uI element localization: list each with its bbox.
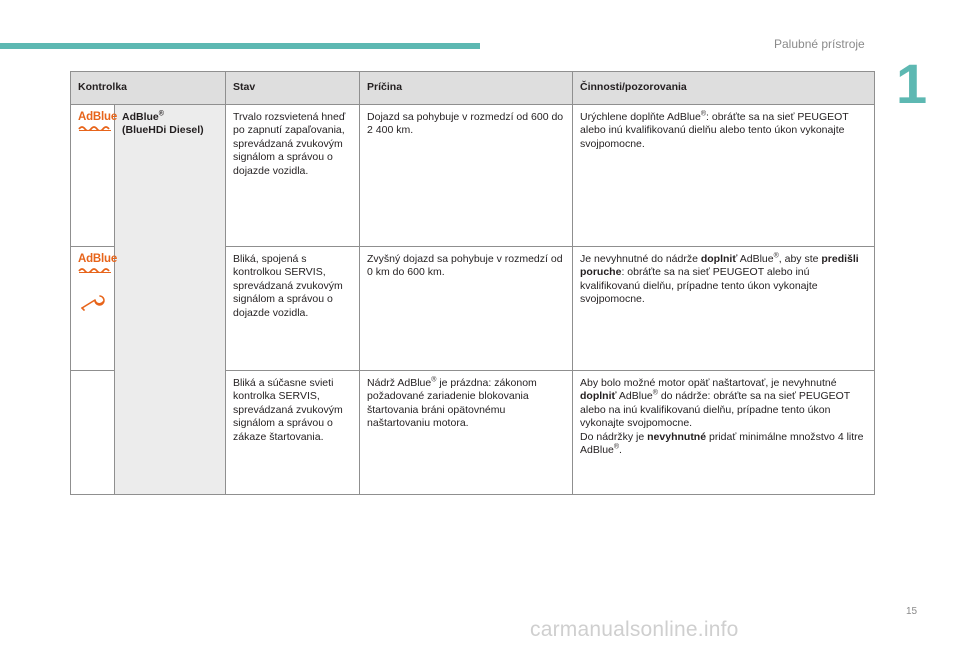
table-header-row <box>71 72 875 105</box>
cause-cell: Dojazd sa pohybuje v rozmedzí od 600 do 2 400 km. <box>360 105 573 247</box>
chapter-number: 1 <box>896 52 928 115</box>
adblue-warning-table <box>70 71 875 495</box>
state-cell: Bliká a súčasne svieti kontrolka SERVIS, sprevádzaná zvukovým signálom a správou o zákaze štartovania. <box>226 371 360 495</box>
adblue-wave-icon <box>78 125 112 131</box>
indicator-name: AdBlue® <box>122 110 164 123</box>
action-cell: Aby bolo možné motor opäť naštartovať, je nevyhnutné doplniť AdBlue® do nádrže: obráťte sa na sieť PEUGEOT alebo na inú kvalifikovanú dielňu, prípadne tento úkon vykonajte svojpomocne. Do nádržky je nevyhnutné pridať minimálne množstvo 4 litre AdBlue®. <box>573 371 875 495</box>
watermark: carmanualsonline.info <box>530 618 739 641</box>
indicator-variant: (BlueHDi Diesel) <box>122 124 204 137</box>
adblue-wave-icon <box>78 267 112 273</box>
icon-cell <box>71 105 118 247</box>
header-stav: Stav <box>226 72 360 105</box>
adblue-icon: AdBlue <box>78 111 118 123</box>
adblue-icon: AdBlue <box>78 253 118 265</box>
state-cell: Trvalo rozsvietená hneď po zapnutí zapaľovania, sprevádzaná zvukovým signálom a správou o dojazde vozidla. <box>226 105 360 247</box>
wrench-icon <box>79 293 107 311</box>
action-cell: Je nevyhnutné do nádrže doplniť AdBlue®, aby ste predišli poruche: obráťte sa na sieť PEUGEOT alebo inú kvalifikovanú dielňu, prípadne tento úkon vykonajte svojpomocne. <box>573 247 875 371</box>
header-pricina: Príčina <box>360 72 573 105</box>
icon-cell <box>71 247 118 371</box>
header-accent-bar <box>0 43 480 49</box>
state-cell: Bliká, spojená s kontrolkou SERVIS, sprevádzaná zvukovým signálom a správou o dojazde vozidla. <box>226 247 360 371</box>
indicator-name-cell <box>115 105 226 495</box>
header-kontrolka: Kontrolka <box>71 72 226 105</box>
action-cell: Urýchlene doplňte AdBlue®: obráťte sa na sieť PEUGEOT alebo inú kvalifikovanú dielňu alebo tento úkon vykonajte svojpomocne. <box>573 105 875 247</box>
table-row <box>71 105 875 247</box>
header-cinnosti: Činnosti/pozorovania <box>573 72 875 105</box>
icon-cell <box>71 371 115 495</box>
cause-cell: Zvyšný dojazd sa pohybuje v rozmedzí od 0 km do 600 km. <box>360 247 573 371</box>
page-number: 15 <box>906 606 918 617</box>
section-title: Palubné prístroje <box>774 37 865 51</box>
cause-cell: Nádrž AdBlue® je prázdna: zákonom požadované zariadenie blokovania štartovania bráni opätovnému naštartovaniu motora. <box>360 371 573 495</box>
